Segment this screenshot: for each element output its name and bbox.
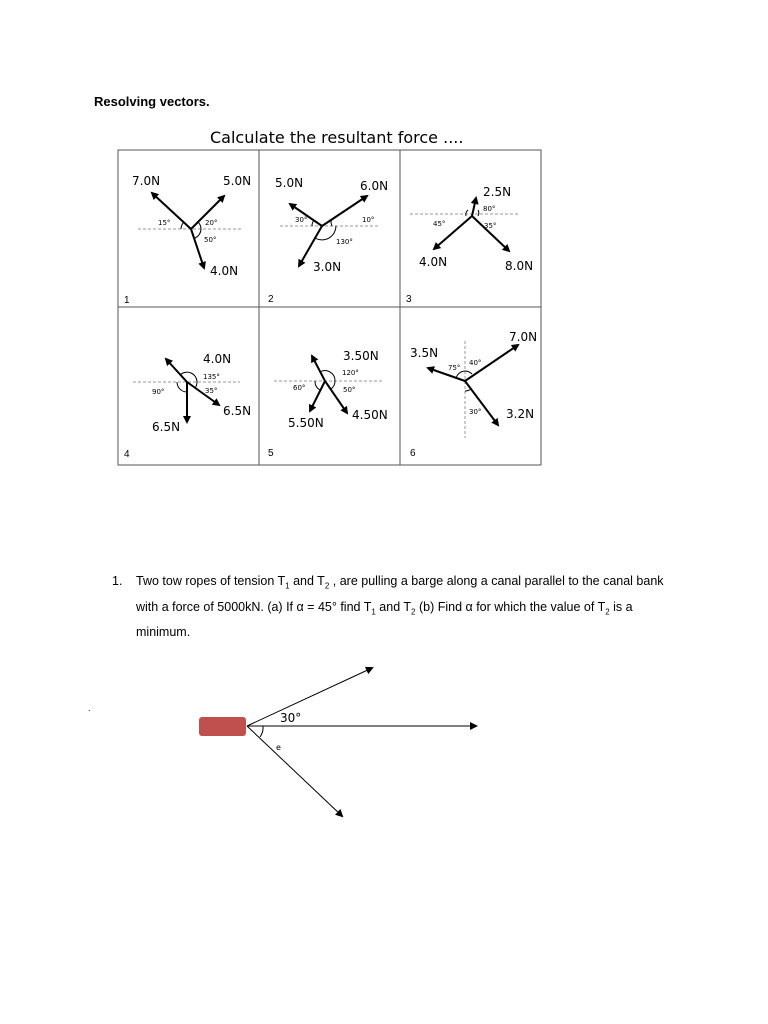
force-label: 5.50N bbox=[288, 416, 324, 430]
subscript: 1 bbox=[371, 607, 376, 616]
figure-title: Calculate the resultant force .... bbox=[210, 128, 464, 147]
angle-arc bbox=[331, 221, 332, 226]
force-arrow bbox=[166, 359, 187, 382]
angle-arc bbox=[478, 210, 479, 216]
angle-arc bbox=[195, 229, 201, 238]
force-label: 6.5N bbox=[152, 420, 181, 434]
force-arrow bbox=[191, 229, 204, 268]
angle-label: 35° bbox=[484, 222, 497, 230]
angle-arc bbox=[465, 389, 471, 391]
question-1 bbox=[112, 571, 672, 642]
force-label: 3.50N bbox=[343, 349, 379, 363]
cell-number: 5 bbox=[268, 448, 274, 459]
force-label: 4.0N bbox=[210, 264, 239, 278]
force-label: 8.0N bbox=[505, 259, 534, 273]
force-label: 2.5N bbox=[483, 185, 512, 199]
theta-label: e bbox=[276, 743, 281, 752]
force-label: 5.0N bbox=[275, 176, 304, 190]
cell-number: 3 bbox=[406, 294, 412, 305]
angle-arc bbox=[456, 371, 465, 378]
force-label: 4.0N bbox=[419, 255, 448, 269]
angle-label: 20° bbox=[205, 219, 218, 227]
cell-5-diagram bbox=[268, 349, 388, 459]
question-text-part: and T bbox=[375, 599, 412, 614]
force-label: 4.50N bbox=[352, 408, 388, 422]
question-text-part: (b) Find α for which the value of T bbox=[415, 599, 606, 614]
angle-label: 75° bbox=[448, 364, 461, 372]
angle-label: 30° bbox=[469, 408, 482, 416]
cell-6-diagram bbox=[410, 330, 537, 459]
force-arrow bbox=[310, 381, 325, 411]
force-arrow bbox=[322, 196, 367, 226]
angle-arc bbox=[331, 381, 335, 389]
heading: Resolving vectors. bbox=[94, 94, 210, 109]
angle-label: 15° bbox=[158, 219, 171, 227]
question-text-part: is a minimum. bbox=[136, 599, 633, 639]
angle-label: 40° bbox=[469, 359, 482, 367]
cell-4-diagram bbox=[124, 352, 251, 460]
subscript: 1 bbox=[285, 581, 290, 591]
angle-arc bbox=[198, 222, 201, 229]
cell-number: 6 bbox=[410, 448, 416, 459]
angle-arc bbox=[177, 382, 187, 392]
force-label: 7.0N bbox=[132, 174, 161, 188]
cell-number: 1 bbox=[124, 295, 130, 306]
question-text-part: , are pulling a barge along a canal parallel to the canal bank with a force of 5000kN. (a) If α = 45° find T bbox=[136, 574, 664, 614]
cell-number: 2 bbox=[268, 294, 274, 305]
barge bbox=[199, 717, 246, 736]
diagram-grid bbox=[118, 150, 541, 465]
subscript: 2 bbox=[411, 607, 416, 616]
tow-rope-t1-arrow bbox=[247, 668, 372, 726]
cell-number: 4 bbox=[124, 449, 130, 460]
force-arrow bbox=[312, 356, 325, 381]
question-number: 1. bbox=[112, 574, 123, 588]
cell-2-diagram bbox=[268, 176, 388, 305]
angle-label: 50° bbox=[204, 236, 217, 244]
angle-30-label: 30° bbox=[280, 711, 302, 725]
angle-label: 130° bbox=[336, 238, 353, 246]
theta-arc bbox=[260, 726, 263, 737]
force-label: 4.0N bbox=[203, 352, 232, 366]
angle-label: 90° bbox=[152, 388, 165, 396]
angle-label: 30° bbox=[295, 216, 308, 224]
angle-label: 80° bbox=[483, 205, 496, 213]
force-label: 6.5N bbox=[223, 404, 252, 418]
subscript: 2 bbox=[605, 607, 610, 616]
angle-label: 120° bbox=[342, 369, 359, 377]
angle-label: 50° bbox=[343, 386, 356, 394]
cell-1-diagram bbox=[124, 174, 251, 306]
force-label: 5.0N bbox=[223, 174, 252, 188]
angle-arc bbox=[195, 382, 197, 388]
barge-diagram bbox=[88, 668, 476, 816]
force-label: 7.0N bbox=[509, 330, 538, 344]
angle-arc bbox=[181, 222, 184, 229]
angle-arc bbox=[466, 210, 468, 216]
angle-label: 60° bbox=[293, 384, 306, 392]
force-label: 6.0N bbox=[360, 179, 389, 193]
angle-arc bbox=[315, 381, 320, 390]
cell-3-diagram bbox=[406, 185, 533, 305]
force-arrow bbox=[472, 198, 476, 216]
force-label: 3.2N bbox=[506, 407, 535, 421]
angle-label: 135° bbox=[203, 373, 220, 381]
tow-rope-t2-arrow bbox=[247, 726, 342, 816]
angle-label: 10° bbox=[362, 216, 375, 224]
subscript: 2 bbox=[324, 581, 330, 591]
angle-label: 45° bbox=[433, 220, 446, 228]
angle-arc bbox=[465, 371, 472, 374]
stray-mark: . bbox=[88, 704, 91, 713]
question-text-part: Two tow ropes of tension T bbox=[136, 574, 286, 588]
force-label: 3.0N bbox=[313, 260, 342, 274]
question-text-part: and T bbox=[289, 574, 325, 588]
angle-arc bbox=[312, 220, 314, 226]
question-text bbox=[136, 571, 672, 642]
angle-label: 35° bbox=[205, 387, 218, 395]
force-label: 3.5N bbox=[410, 346, 439, 360]
force-arrow bbox=[465, 381, 498, 425]
